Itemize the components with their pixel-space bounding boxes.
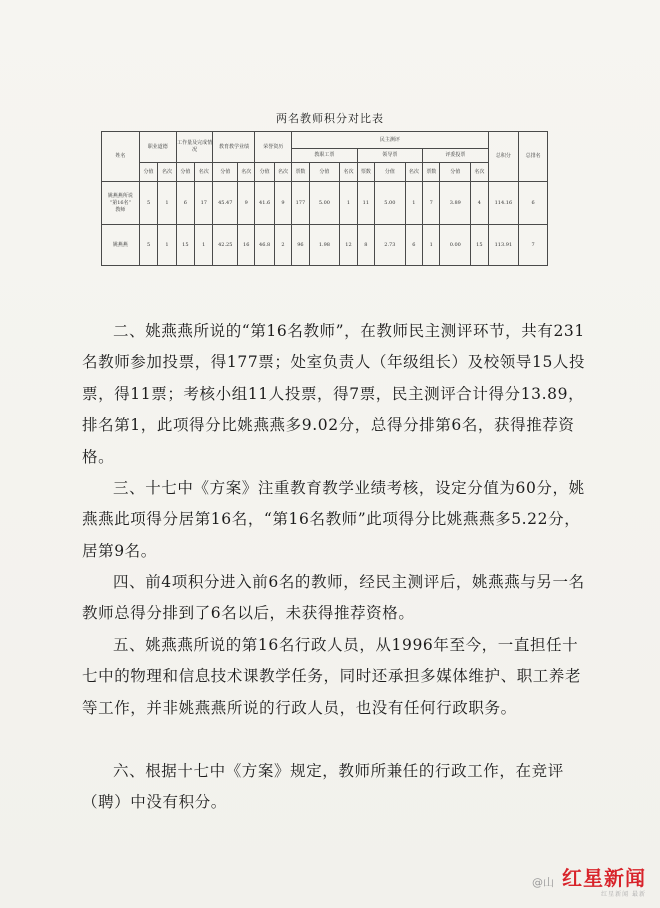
table-cell: 11: [357, 182, 374, 225]
header-staff: 教职工票: [292, 149, 357, 163]
header-leaders: 领导票: [357, 149, 422, 163]
header-teaching: 教育教学业绩: [213, 132, 255, 163]
subheader-rank: 名次: [274, 163, 291, 182]
table-cell: 5.00: [375, 182, 406, 225]
paragraph-5: 五、姚燕燕所说的第16名行政人员，从1996年至今，一直担任十七中的物理和信息技术课教学任务，同时还承担多媒体维护、职工养老等工作，并非姚燕燕所说的行政人员，也没有任何行政职务。: [82, 636, 582, 717]
row-name: [102, 225, 140, 266]
header-total: 总积分: [488, 132, 519, 182]
table-cell: 1: [158, 225, 176, 266]
row-name-line: 姚燕燕所说: [107, 192, 133, 199]
table-cell: 1: [158, 182, 176, 225]
table-cell: 114.16: [488, 182, 519, 225]
paragraph-2: 二、姚燕燕所说的“第16名教师”，在教师民主测评环节，共有231名教师参加投票，得177票；处室负责人（年级组长）及校领导15人投票，得11票；考核小组11人投票，得7票，民主测评合计得分13.89，排名第1，此项得分比姚燕燕多9.02分，总得分排第6名，获得推荐资格。: [82, 322, 586, 466]
table-cell: 1: [405, 182, 422, 225]
subheader-score: 分值: [255, 163, 274, 182]
subheader-rank: 名次: [195, 163, 213, 182]
row-name: [102, 182, 140, 225]
table-cell: 6: [405, 225, 422, 266]
table-title: 两名教师积分对比表: [276, 112, 384, 125]
table-cell: 7: [519, 225, 548, 266]
table-cell: 41.6: [255, 182, 274, 225]
subheader-votes: 票数: [292, 163, 309, 182]
table-cell: 2: [274, 225, 291, 266]
table-cell: 6: [519, 182, 548, 225]
table-cell: 96: [292, 225, 309, 266]
table-cell: 1: [340, 182, 357, 225]
table-cell: 9: [274, 182, 291, 225]
subheader-rank: 名次: [340, 163, 357, 182]
table-cell: 113.91: [488, 225, 519, 266]
table-cell: 9: [238, 182, 255, 225]
header-name: 姓名: [102, 132, 140, 182]
header-honor: 荣誉资历: [255, 132, 292, 163]
table-cell: 6: [176, 182, 194, 225]
subheader-score: 分值: [139, 163, 157, 182]
table-cell: 0.00: [440, 225, 471, 266]
table-cell: 46.8: [255, 225, 274, 266]
row-name-line: 教师: [115, 206, 126, 213]
table-cell: 1.98: [309, 225, 340, 266]
subheader-score: 分值: [440, 163, 471, 182]
table-cell: 16: [238, 225, 255, 266]
table-cell: 3.89: [440, 182, 471, 225]
table-cell: 4: [471, 182, 488, 225]
subheader-votes: 票数: [423, 163, 440, 182]
table-cell: 1: [195, 225, 213, 266]
subheader-score: 分值: [213, 163, 238, 182]
header-democratic: 民主测评: [292, 132, 488, 149]
table-cell: 1: [423, 225, 440, 266]
paragraph-3: 三、十七中《方案》注重教育教学业绩考核，设定分值为60分，姚燕燕此项得分居第16名，“第16名教师”此项得分比姚燕燕多5.22分，居第9名。: [82, 479, 585, 560]
source-watermark: [532, 862, 646, 902]
weibo-handle: @山: [532, 876, 554, 889]
paragraph-4: 四、前4项积分进入前6名的教师，经民主测评后，姚燕燕与另一名教师总得分排到了6名以后，未获得推荐资格。: [82, 573, 585, 623]
brand-block: [562, 867, 646, 898]
table-cell: 8: [357, 225, 374, 266]
brand-subtitle: 红星新闻 最新: [601, 890, 646, 898]
table-cell: 15: [471, 225, 488, 266]
table-cell: 42.25: [213, 225, 238, 266]
brand-logo: 红星新闻: [562, 865, 646, 890]
table-cell: 5: [139, 182, 157, 225]
row-name-line: 姚燕燕: [112, 241, 128, 248]
subheader-votes: 票数: [357, 163, 374, 182]
subheader-rank: 名次: [158, 163, 176, 182]
table-cell: 17: [195, 182, 213, 225]
paragraph-6: 六、根据十七中《方案》规定，教师所兼任的行政工作，在竞评（聘）中没有积分。: [82, 762, 564, 812]
table-cell: 12: [340, 225, 357, 266]
subheader-rank: 名次: [405, 163, 422, 182]
header-job: 职业道德: [139, 132, 176, 163]
table-cell: 15: [176, 225, 194, 266]
subheader-rank: 名次: [471, 163, 488, 182]
comparison-table: [101, 131, 548, 266]
table-cell: 5.00: [309, 182, 340, 225]
header-workload: 工作量及完成情况: [176, 132, 213, 163]
table-cell: 2.73: [375, 225, 406, 266]
header-rank-total: 总排名: [519, 132, 548, 182]
table-cell: 177: [292, 182, 309, 225]
subheader-score: 分值: [375, 163, 406, 182]
table-row: [102, 182, 548, 225]
table-cell: 7: [423, 182, 440, 225]
table-cell: 45.47: [213, 182, 238, 225]
header-panel: 评委投票: [423, 149, 488, 163]
table-cell: 5: [139, 225, 157, 266]
table-row: [102, 225, 548, 266]
subheader-rank: 名次: [238, 163, 255, 182]
row-name-line: “第16名”: [109, 199, 132, 206]
subheader-score: 分值: [309, 163, 340, 182]
subheader-score: 分值: [176, 163, 194, 182]
